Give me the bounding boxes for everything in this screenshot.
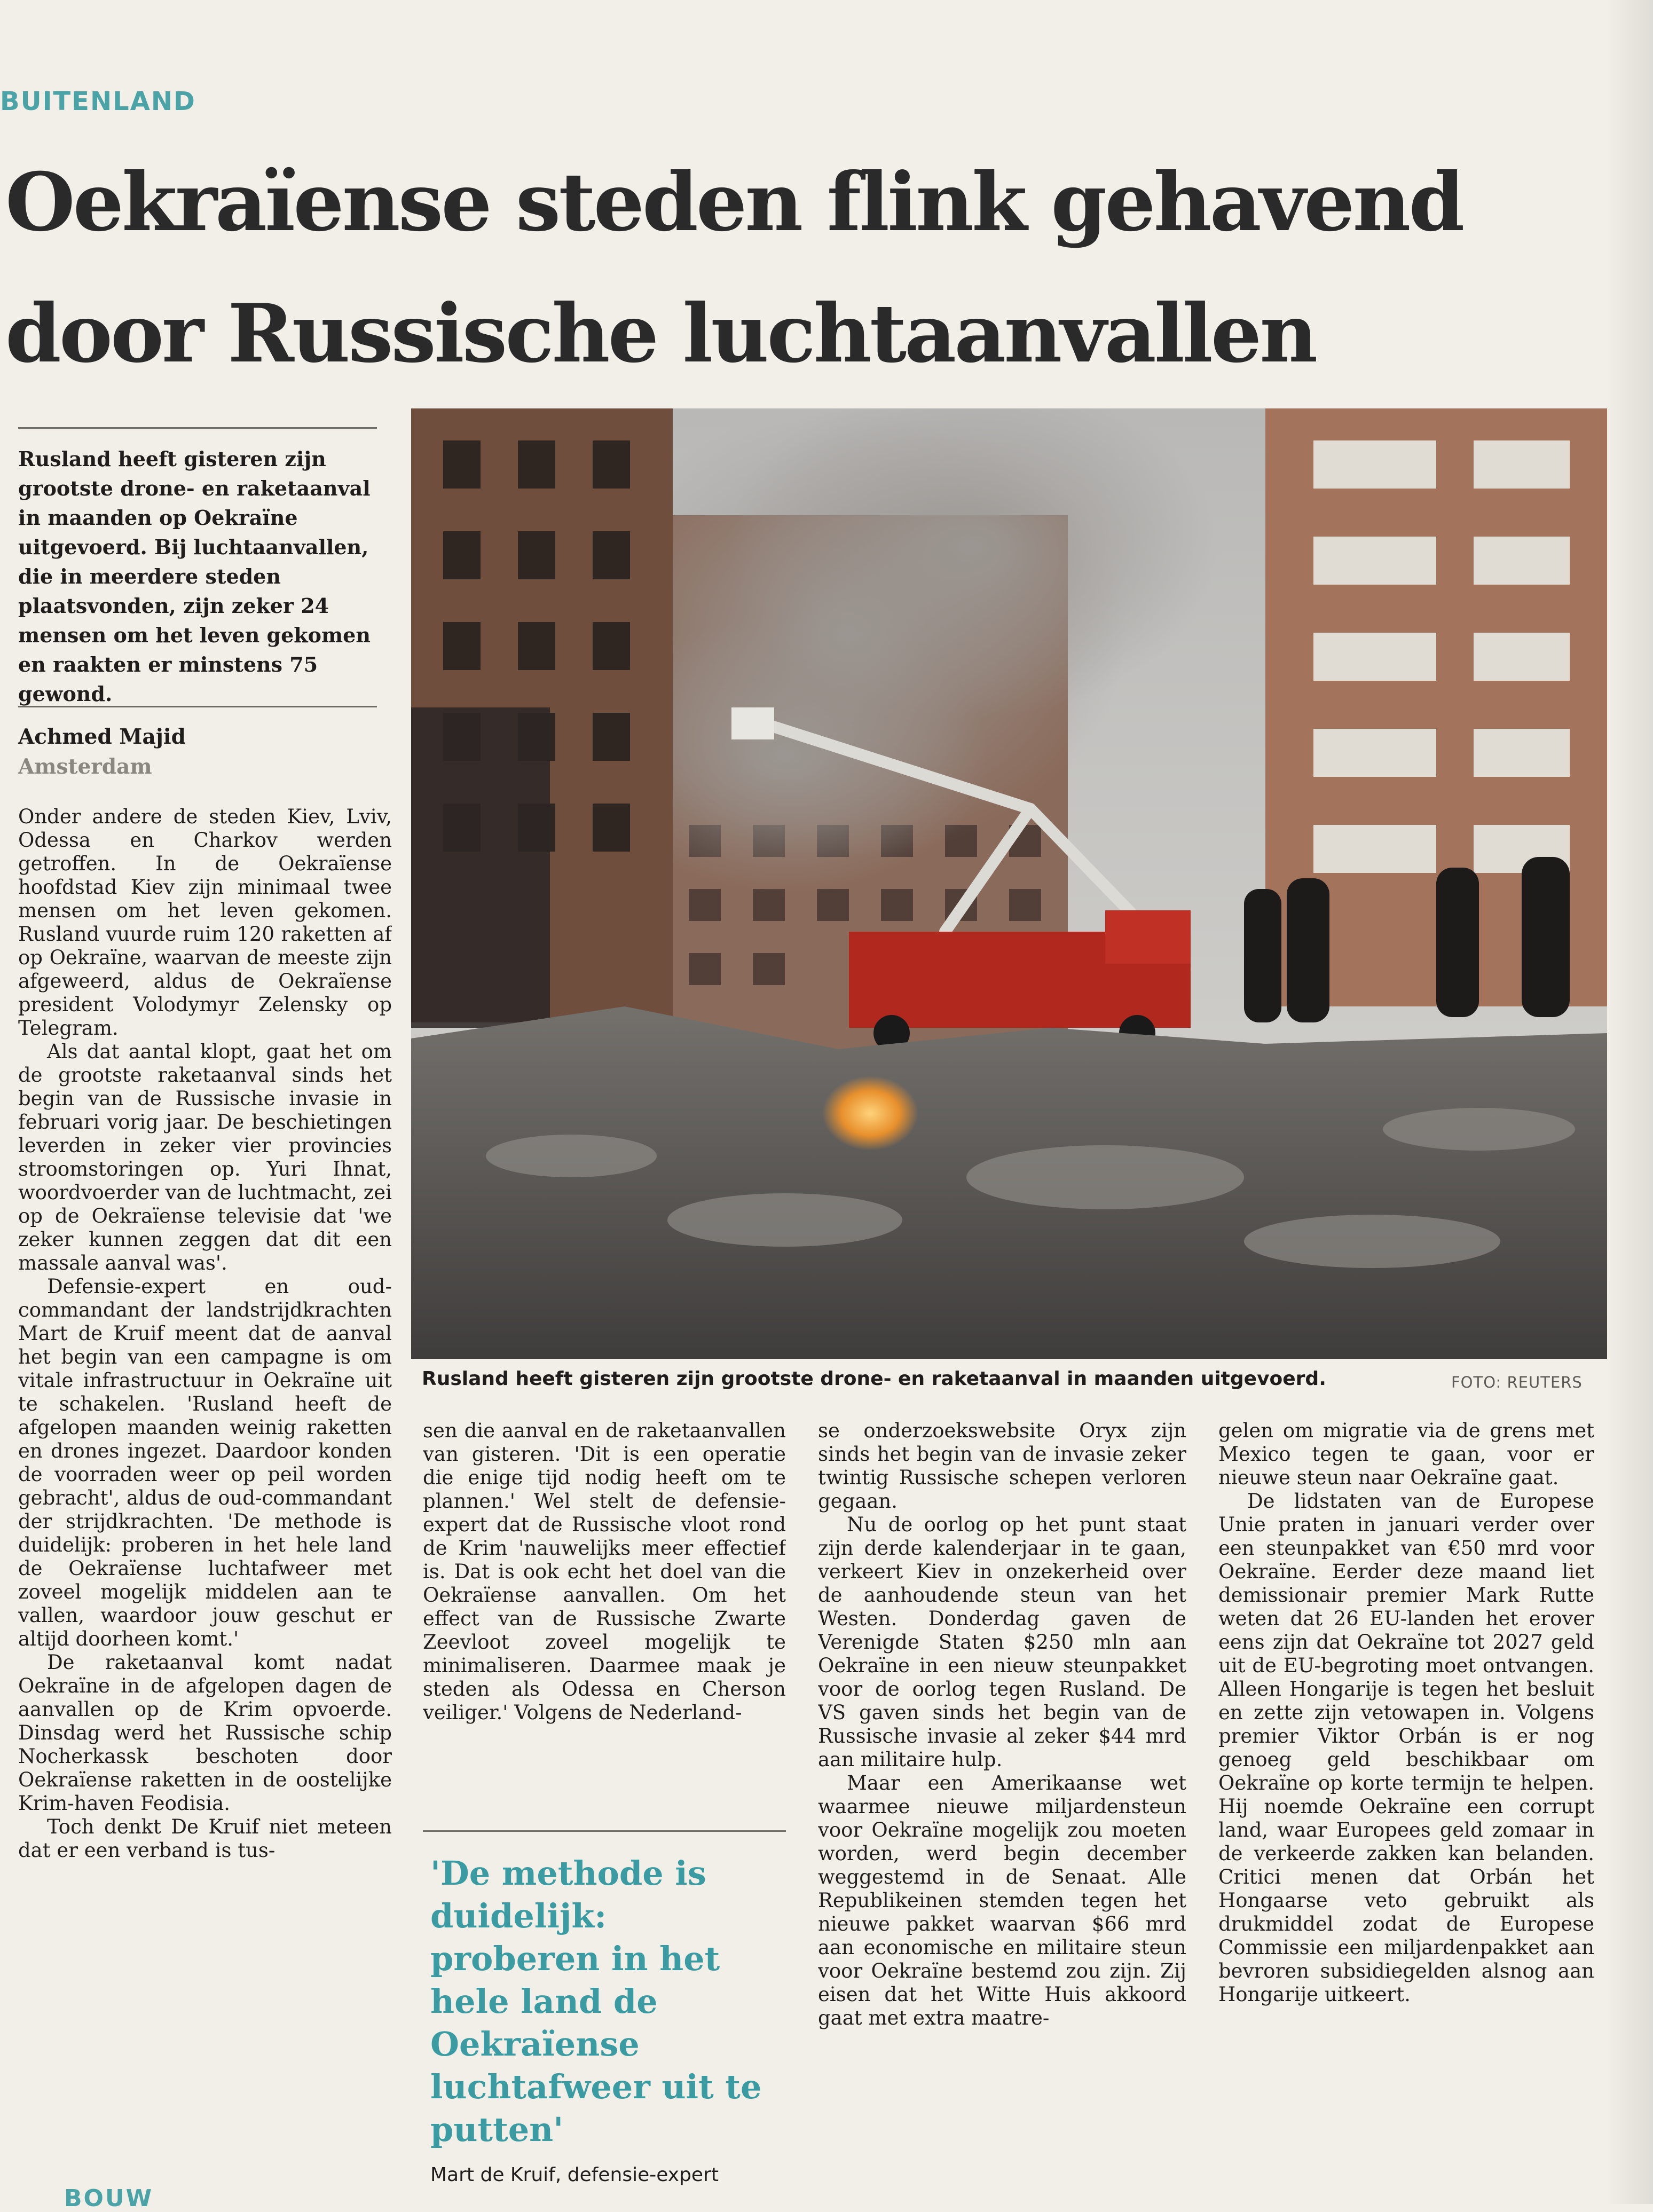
body-paragraph: se onderzoekswebsite Oryx zijn sinds het begin van de invasie zeker twintig Russische schepen verloren gegaan.: [818, 1419, 1186, 1513]
pull-quote-rule: [423, 1830, 786, 1832]
body-paragraph: Als dat aantal klopt, gaat het om de grootste raketaanval sinds het begin van de Russische invasie in februari vorig jaar. De beschietingen leverden in zeker vier provincies stroomstoringen op. Yuri Ihnat, woordvoerder van de luchtmacht, zei op de Oekraïense televisie dat 'we zeker kunnen zeggen dat dit een massale aanval was'.: [18, 1040, 392, 1274]
pull-quote-text: 'De methode is duidelijk: proberen in het hele land de Oekraïense luchtafweer uit te putten': [430, 1854, 762, 2149]
pull-quote-source: Mart de Kruif, defensie-expert: [430, 2164, 719, 2186]
headline-line-2: door Russische luchtaanvallen: [5, 287, 1316, 381]
headline: [5, 137, 1639, 399]
section-label: BUITENLAND: [0, 86, 196, 116]
body-paragraph: De lidstaten van de Europese Unie praten in januari verder over een steunpakket van €50 mrd voor Oekraïne. Eerder deze maand liet demissionair premier Mark Rutte weten dat 26 EU-landen het erover eens zijn dat Oekraïne tot 2027 geld uit de EU-begroting moet ontvangen. Alleen Hongarije is tegen het besluit en zette zijn vetowapen in. Volgens premier Viktor Orbán is er nog genoeg geld beschikbaar om Oekraïne op korte termijn te helpen. Hij noemde Oekraïne een corrupt land, waar Europees geld zomaar in de verkeerde zakken kan belanden. Critici menen dat Orbán het Hongaarse veto gebruikt als drukmiddel zodat de Europese Commissie een miljardenpakket aan bevroren subsidiegelden alsnog aan Hongarije uitkeert.: [1218, 1490, 1594, 2006]
body-paragraph: Defensie-expert en oud-commandant der landstrijdkrachten Mart de Kruif meent dat de aanval het begin van een campagne is om vitale infrastructuur in Oekraïne uit te schakelen. 'Rusland heeft de afgelopen maanden weinig raketten en drones ingezet. Daardoor konden de voorraden weer op peil worden gebracht', aldus de oud-commandant der strijdkrachten. 'De methode is duidelijk: proberen in het hele land de Oekraïense luchtafweer met zoveel mogelijk middelen aan te vallen, waardoor jouw geschut er altijd doorheen komt.': [18, 1275, 392, 1650]
photo-credit: FOTO: REUTERS: [1451, 1373, 1583, 1391]
news-photo: [411, 408, 1607, 1359]
headline-line-1: Oekraïense steden flink gehavend: [5, 155, 1463, 249]
intro-top-rule: [18, 427, 377, 429]
photo-caption: Rusland heeft gisteren zijn grootste drone- en raketaanval in maanden uitgevoerd.: [422, 1368, 1326, 1390]
body-paragraph: gelen om migratie via de grens met Mexico tegen te gaan, voor er nieuwe steun naar Oekraïne gaat.: [1218, 1419, 1594, 1489]
body-column-3: [818, 1419, 1186, 2156]
body-paragraph: Toch denkt De Kruif niet meteen dat er een verband is tus-: [18, 1815, 392, 1862]
body-paragraph: Nu de oorlog op het punt staat zijn derde kalenderjaar in te gaan, verkeert Kiev in onzekerheid over de aanhoudende steun van het Westen. Donderdag gaven de Verenigde Staten $250 mln aan Oekraïne in een nieuw steunpakket voor de oorlog tegen Rusland. De VS gaven sinds het begin van de Russische invasie al zeker $44 mrd aan militaire hulp.: [818, 1513, 1186, 1771]
body-paragraph: sen die aanval en de raketaanvallen van gisteren. 'Dit is een operatie die enige tijd nodig heeft om te plannen.' Wel stelt de defensie-expert dat de Russische vloot rond de Krim 'nauwelijks meer effectief is. Dat is ook echt het doel van die Oekraïense aanvallen. Om het effect van de Russische Zwarte Zeevloot zoveel mogelijk te minimaliseren. Daarmee maak je steden als Odessa en Cherson veiliger.' Volgens de Nederland-: [423, 1419, 786, 1724]
body-column-1: [18, 805, 392, 2151]
body-paragraph: De raketaanval komt nadat Oekraïne in de afgelopen dagen de aanvallen op de Krim opvoerde. Dinsdag werd het Russische schip Nocherkassk beschoten door Oekraïense raketten in de oostelijke Krim-haven Feodisia.: [18, 1651, 392, 1815]
byline-location: Amsterdam: [18, 754, 152, 779]
body-paragraph: Onder andere de steden Kiev, Lviv, Odessa en Charkov werden getroffen. In de Oekraïense hoofdstad Kiev zijn minimaal twee mensen om het leven gekomen. Rusland vuurde ruim 120 raketten af op Oekraïne, waarvan de meeste zijn afgeweerd, aldus de Oekraïense president Volodymyr Zelensky op Telegram.: [18, 805, 392, 1040]
byline-rule: [18, 706, 377, 707]
intro-paragraph: Rusland heeft gisteren zijn grootste drone- en raketaanval in maanden op Oekraïne uitgevoerd. Bij luchtaanvallen, die in meerdere steden plaatsvonden, zijn zeker 24 mensen om het leven gekomen en raakten er minstens 75 gewond.: [18, 447, 371, 706]
news-photo-illustration: [411, 408, 1607, 1359]
byline: [18, 722, 186, 782]
next-section-label: BOUW: [64, 2185, 154, 2212]
body-column-2: [423, 1419, 786, 1825]
pull-quote: [423, 1830, 786, 2186]
body-paragraph: Maar een Amerikaanse wet waarmee nieuwe miljardensteun voor Oekraïne mogelijk zou moeten worden, werd begin december weggestemd in de Senaat. Alle Republikeinen stemden tegen het nieuwe pakket waarvan $66 mrd aan economische en militaire steun voor Oekraïne bestemd zou zijn. Zij eisen dat het Witte Huis akkoord gaat met extra maatre-: [818, 1772, 1186, 2029]
body-column-4: [1218, 1419, 1594, 2156]
byline-author: Achmed Majid: [18, 725, 186, 749]
